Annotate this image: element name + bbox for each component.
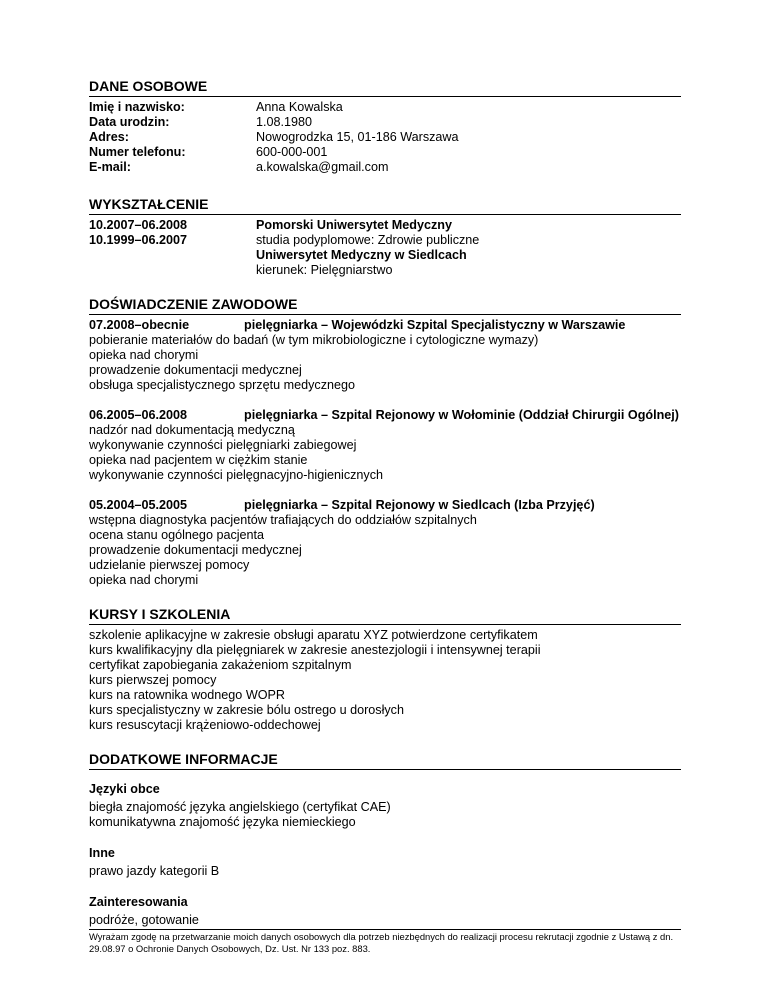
- other-item: prawo jazdy kategorii B: [89, 864, 220, 878]
- job-duty: opieka nad chorymi: [89, 573, 199, 587]
- job-entry: [89, 408, 681, 483]
- job-duty: ocena stanu ogólnego pacjenta: [89, 528, 265, 542]
- job-duty: prowadzenie dokumentacji medycznej: [89, 363, 302, 377]
- job-position: pielęgniarka – Szpital Rejonowy w Wołominie (Oddział Chirurgii Ogólnej): [244, 408, 680, 422]
- job-position: pielęgniarka – Wojewódzki Szpital Specjalistyczny w Warszawie: [244, 318, 626, 332]
- job-date: 07.2008–obecnie: [89, 318, 190, 332]
- education-detail: kierunek: Pielęgniarstwo: [256, 263, 393, 277]
- course-item: kurs kwalifikacyjny dla pielęgniarek w zakresie anestezjologii i intensywnej terapii: [89, 643, 541, 657]
- job-duty: nadzór nad dokumentacją medyczną: [89, 423, 295, 437]
- personal-row: [89, 130, 681, 145]
- course-item: kurs specjalistyczny w zakresie bólu ostrego u dorosłych: [89, 703, 404, 717]
- job-duty: opieka nad pacjentem w ciężkim stanie: [89, 453, 308, 467]
- job-duty: pobieranie materiałów do badań (w tym mikrobiologiczne i cytologiczne wymazy): [89, 333, 539, 347]
- course-item: kurs na ratownika wodnego WOPR: [89, 688, 285, 702]
- consent-footer: Wyrażam zgodę na przetwarzanie moich danych osobowych dla potrzeb niezbędnych do realizacji procesu rekrutacji zgodnie z Ustawą z dn. 29.08.97 o Ochronie Danych Osobowych, Dz. Ust. Nr 133 poz. 883.: [89, 929, 681, 954]
- personal-section: [89, 78, 681, 175]
- personal-value: 1.08.1980: [256, 115, 313, 129]
- education-school: Pomorski Uniwersytet Medyczny: [256, 218, 452, 232]
- personal-value: Anna Kowalska: [256, 100, 343, 114]
- job-entry: [89, 498, 681, 588]
- job-duty: udzielanie pierwszej pomocy: [89, 558, 250, 572]
- personal-value: Nowogrodzka 15, 01-186 Warszawa: [256, 130, 459, 144]
- personal-row: [89, 160, 681, 175]
- courses-section: [89, 606, 681, 733]
- job-position: pielęgniarka – Szpital Rejonowy w Siedlcach (Izba Przyjęć): [244, 498, 595, 512]
- cv-document: [89, 78, 681, 928]
- course-item: kurs pierwszej pomocy: [89, 673, 217, 687]
- section-title-education: WYKSZTAŁCENIE: [89, 196, 681, 215]
- personal-row: [89, 145, 681, 160]
- personal-label: Adres:: [89, 130, 129, 144]
- personal-label: Data urodzin:: [89, 115, 170, 129]
- education-section: [89, 196, 681, 278]
- job-duty: opieka nad chorymi: [89, 348, 199, 362]
- job-duty: wstępna diagnostyka pacjentów trafiających do oddziałów szpitalnych: [89, 513, 477, 527]
- subsection-title-languages: Języki obce: [89, 782, 160, 796]
- subsection-title-other: Inne: [89, 846, 115, 860]
- course-item: certyfikat zapobiegania zakażeniom szpitalnym: [89, 658, 352, 672]
- language-item: biegła znajomość języka angielskiego (certyfikat CAE): [89, 800, 391, 814]
- course-item: szkolenie aplikacyjne w zakresie obsługi aparatu XYZ potwierdzone certyfikatem: [89, 628, 538, 642]
- section-title-experience: DOŚWIADCZENIE ZAWODOWE: [89, 296, 681, 315]
- education-school: Uniwersytet Medyczny w Siedlcach: [256, 248, 467, 262]
- section-title-personal: DANE OSOBOWE: [89, 78, 681, 97]
- personal-value: 600-000-001: [256, 145, 328, 159]
- personal-row: [89, 100, 681, 115]
- additional-section: [89, 751, 681, 928]
- personal-label: E-mail:: [89, 160, 131, 174]
- experience-section: [89, 296, 681, 588]
- personal-label: Numer telefonu:: [89, 145, 186, 159]
- personal-row: [89, 115, 681, 130]
- education-detail: studia podyplomowe: Zdrowie publiczne: [256, 233, 480, 247]
- section-title-additional: DODATKOWE INFORMACJE: [89, 751, 681, 770]
- job-duty: prowadzenie dokumentacji medycznej: [89, 543, 302, 557]
- course-item: kurs resuscytacji krążeniowo-oddechowej: [89, 718, 321, 732]
- job-date: 05.2004–05.2005: [89, 498, 188, 512]
- job-duty: wykonywanie czynności pielęgnacyjno-higienicznych: [89, 468, 384, 482]
- education-entry: [89, 233, 681, 278]
- subsection-title-interests: Zainteresowania: [89, 895, 188, 909]
- personal-label: Imię i nazwisko:: [89, 100, 185, 114]
- job-date: 06.2005–06.2008: [89, 408, 188, 422]
- job-duty: wykonywanie czynności pielęgniarki zabiegowej: [89, 438, 357, 452]
- job-duty: obsługa specjalistycznego sprzętu medycznego: [89, 378, 356, 392]
- education-date: 10.2007–06.2008: [89, 218, 188, 232]
- education-date: 10.1999–06.2007: [89, 233, 188, 247]
- section-title-courses: KURSY I SZKOLENIA: [89, 606, 681, 625]
- language-item: komunikatywna znajomość języka niemieckiego: [89, 815, 356, 829]
- job-entry: [89, 318, 681, 393]
- personal-value: a.kowalska@gmail.com: [256, 160, 389, 174]
- interest-item: podróże, gotowanie: [89, 913, 199, 927]
